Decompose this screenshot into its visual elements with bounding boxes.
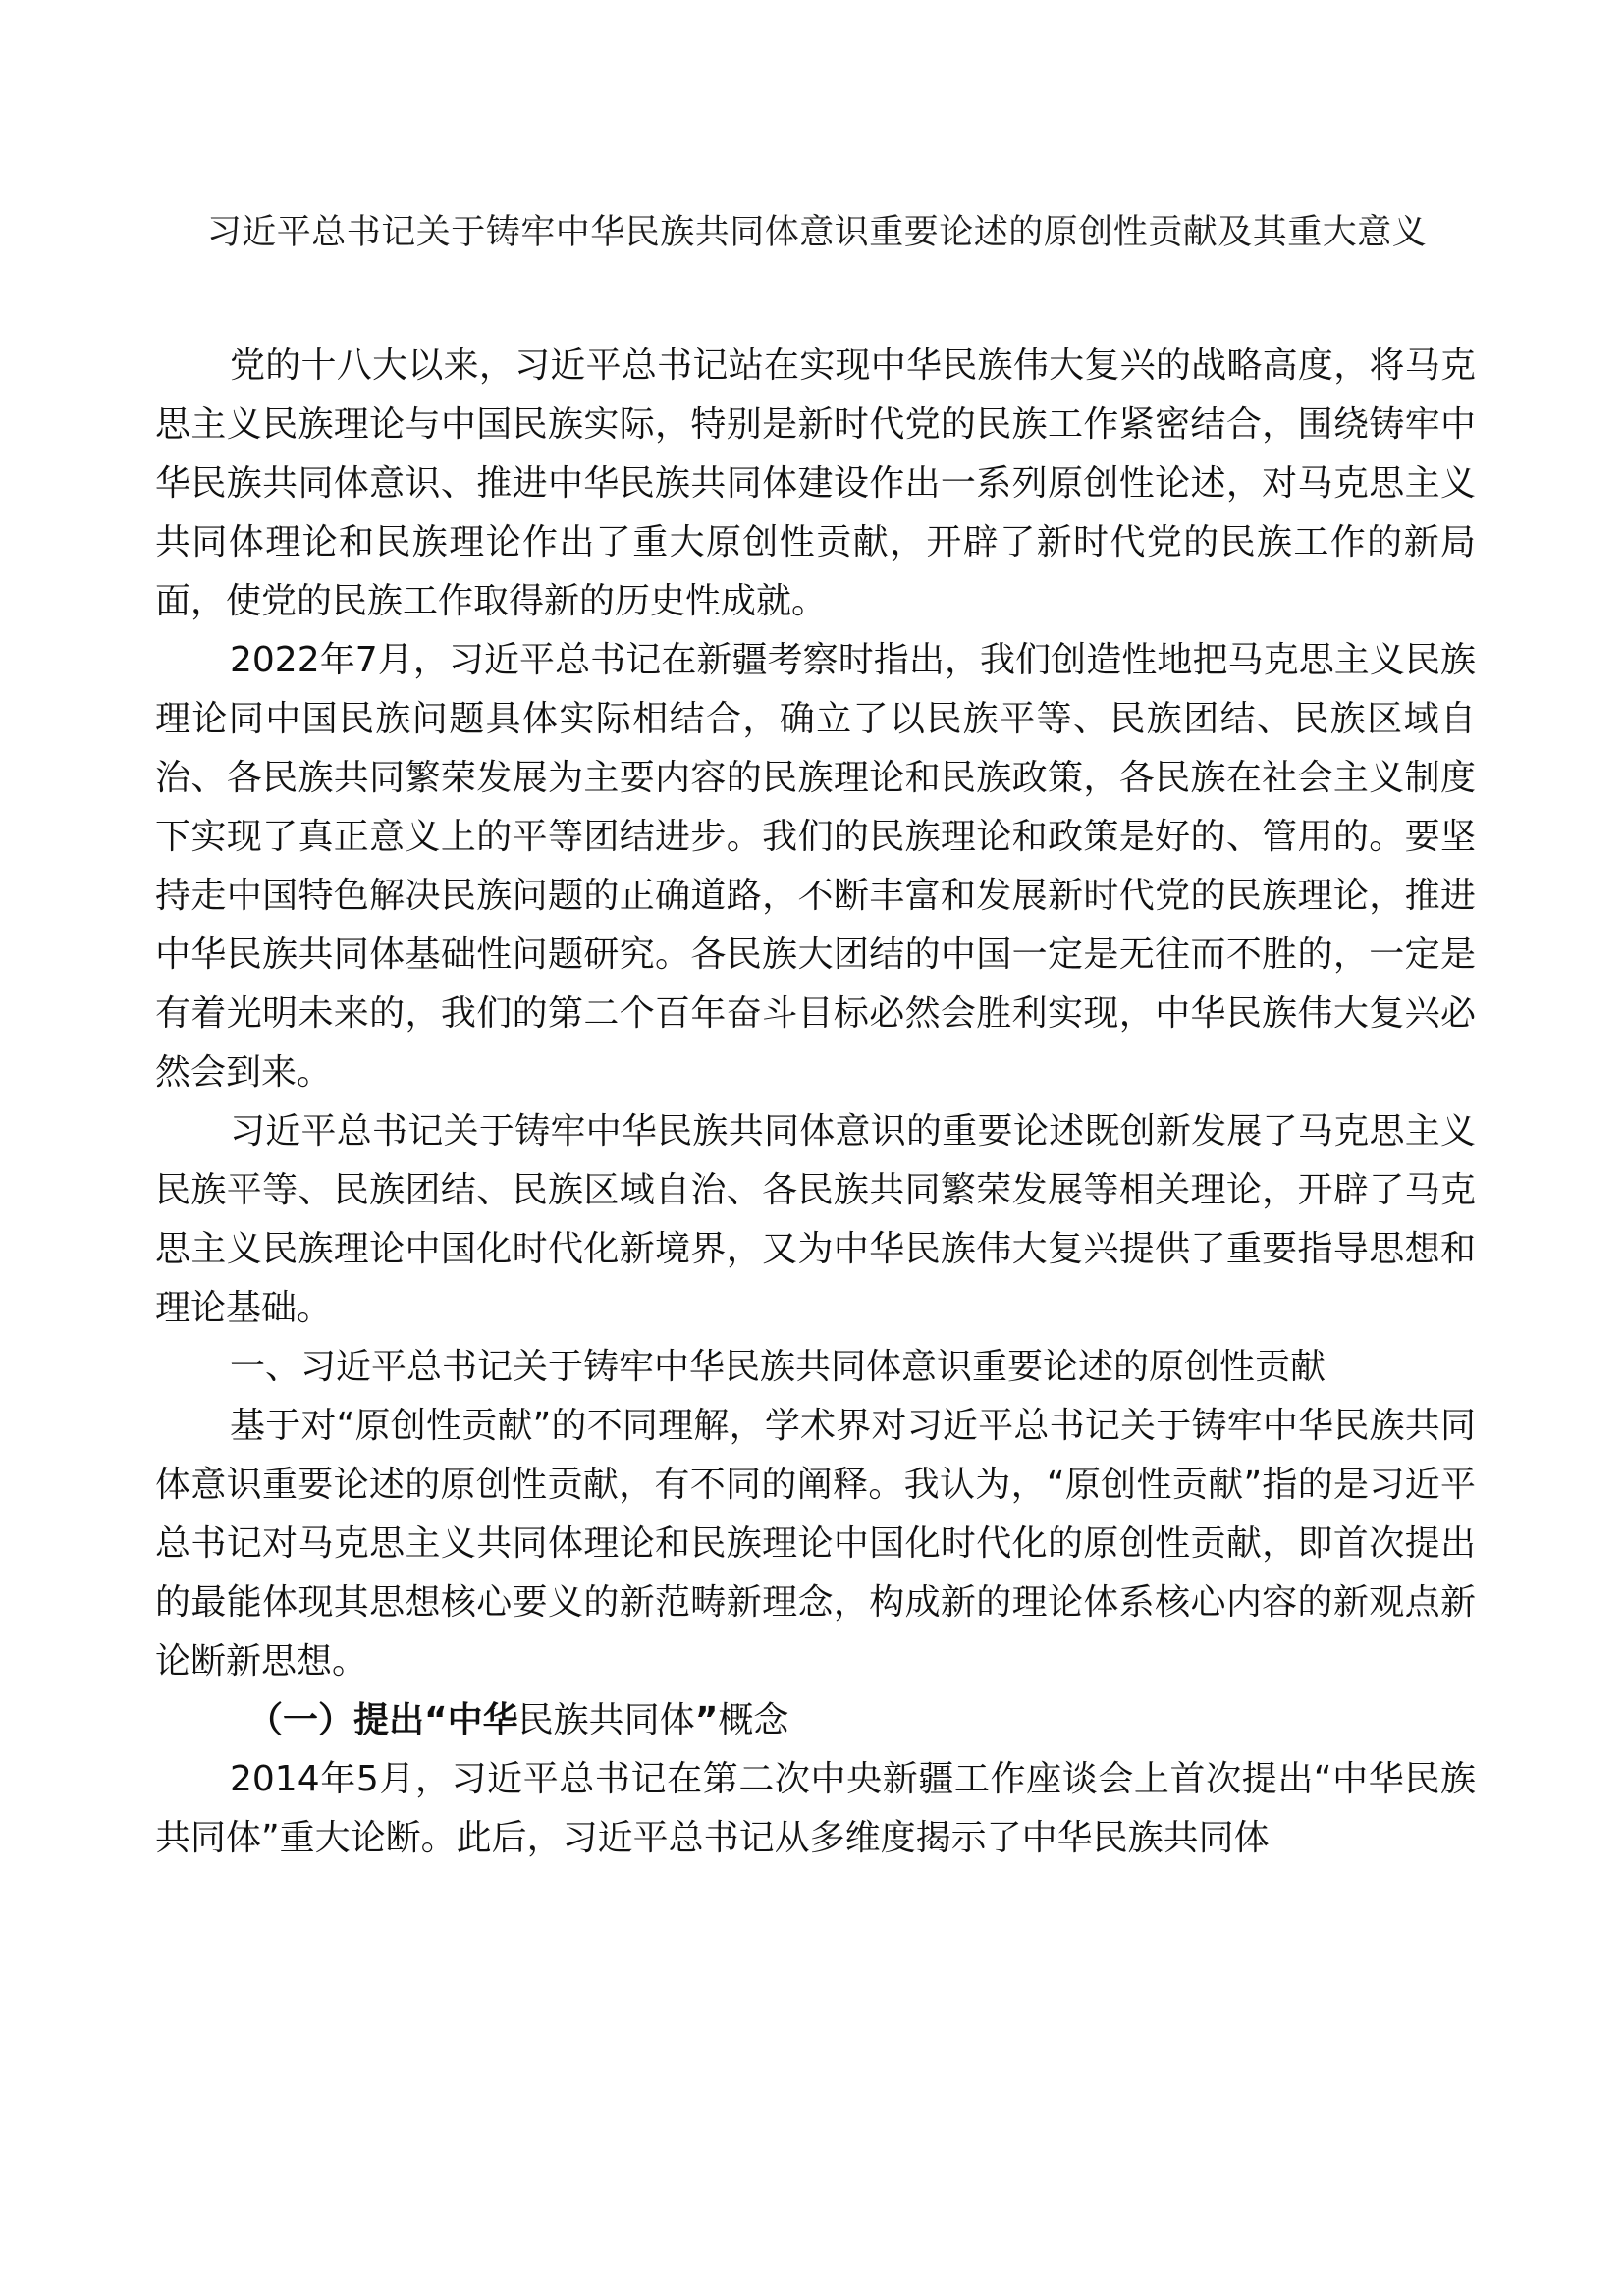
paragraph-1: 党的十八大以来，习近平总书记站在实现中华民族伟大复兴的战略高度，将马克思主义民族理论与中国民族实际，特别是新时代党的民族工作紧密结合，围绕铸牢中华民族共同体意识、推进中华民族共同体建设作出一系列原创性论述，对马克思主义共同体理论和民族理论作出了重大原创性贡献，开辟了新时代党的民族工作的新局面，使党的民族工作取得新的历史性成就。 bbox=[155, 346, 1476, 621]
subheading-bold-quote: ” bbox=[694, 1700, 719, 1740]
paragraph-2: 2022年7月，习近平总书记在新疆考察时指出，我们创造性地把马克思主义民族理论同中国民族问题具体实际相结合，确立了以民族平等、民族团结、民族区域自治、各民族共同繁荣发展为主要内容的民族理论和民族政策，各民族在社会主义制度下实现了真正意义上的平等团结进步。我们的民族理论和政策是好的、管用的。要坚持走中国特色解决民族问题的正确道路，不断丰富和发展新时代党的民族理论，推进中华民族共同体基础性问题研究。各民族大团结的中国一定是无往而不胜的，一定是有着光明未来的，我们的第二个百年奋斗目标必然会胜利实现，中华民族伟大复兴必然会到来。 bbox=[155, 640, 1476, 1093]
paragraph-3: 习近平总书记关于铸牢中华民族共同体意识的重要论述既创新发展了马克思主义民族平等、民族团结、民族区域自治、各民族共同繁荣发展等相关理论，开辟了马克思主义民族理论中国化时代化新境界，又为中华民族伟大复兴提供了重要指导思想和理论基础。 bbox=[155, 1111, 1476, 1328]
subsection-heading-1 bbox=[155, 1691, 1476, 1750]
paragraph-4: 基于对“原创性贡献”的不同理解，学术界对习近平总书记关于铸牢中华民族共同体意识重要论述的原创性贡献，有不同的阐释。我认为，“原创性贡献”指的是习近平总书记对马克思主义共同体理论和民族理论中国化时代化的原创性贡献，即首次提出的最能体现其思想核心要义的新范畴新理念，构成新的理论体系核心内容的新观点新论断新思想。 bbox=[155, 1406, 1476, 1682]
subheading-normal-part: 民族共同体 bbox=[517, 1700, 695, 1740]
subheading-tail: 概念 bbox=[718, 1700, 789, 1740]
paragraph-5: 2014年5月，习近平总书记在第二次中央新疆工作座谈会上首次提出“中华民族共同体”重大论断。此后，习近平总书记从多维度揭示了中华民族共同体 bbox=[155, 1759, 1476, 1858]
section-heading-1: 一、习近平总书记关于铸牢中华民族共同体意识重要论述的原创性贡献 bbox=[230, 1347, 1326, 1387]
subheading-bold-part: （一）提出“中华 bbox=[247, 1700, 518, 1740]
document-title: 习近平总书记关于铸牢中华民族共同体意识重要论述的原创性贡献及其重大意义 bbox=[206, 213, 1428, 252]
document-body bbox=[155, 337, 1476, 1868]
